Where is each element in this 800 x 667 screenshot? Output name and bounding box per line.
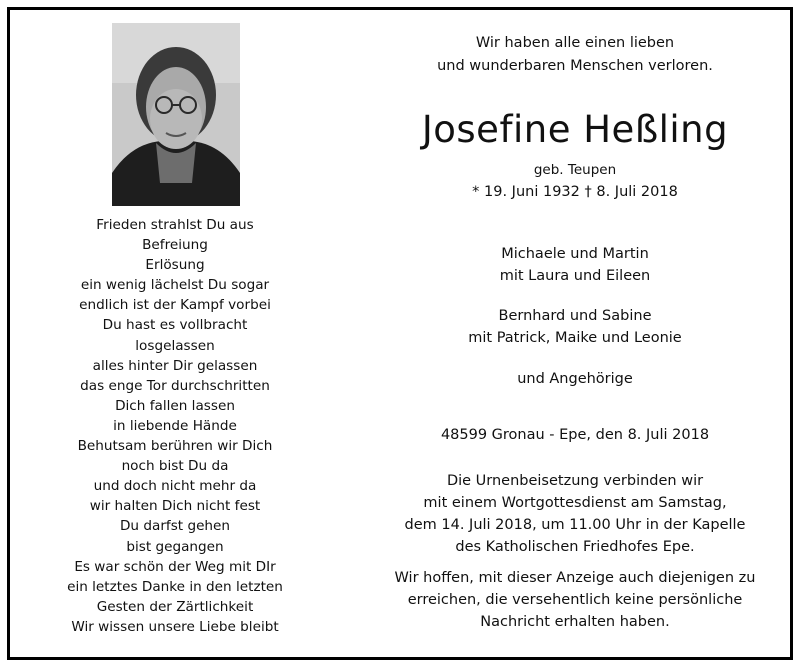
- poem-line: losgelassen: [135, 337, 215, 354]
- poem-line: Du darfst gehen: [119, 518, 231, 535]
- poem-line: noch bist Du da: [121, 458, 229, 475]
- poem-line: das enge Tor durchschritten: [80, 377, 270, 394]
- relatives: und Angehörige: [517, 371, 633, 387]
- intro-line: Wir haben alle einen lieben: [475, 35, 675, 51]
- family-group-2: [370, 305, 780, 349]
- poem-line: und doch nicht mehr da: [93, 478, 257, 495]
- family-line: Bernhard und Sabine: [498, 308, 652, 324]
- closing-note: [370, 567, 780, 633]
- burial-line: Die Urnenbeisetzung verbinden wir: [446, 473, 704, 489]
- poem-line: Es war schön der Weg mit DIr: [74, 558, 276, 575]
- poem-line: endlich ist der Kampf vorbei: [79, 297, 271, 314]
- poem-line: Dich fallen lassen: [115, 397, 235, 414]
- family-line: Michaele und Martin: [501, 246, 649, 262]
- poem-line: ein letztes Danke in den letzten: [67, 578, 283, 595]
- burial-line: des Katholischen Friedhofes Epe.: [455, 539, 695, 555]
- poem-line: ein wenig lächelst Du sogar: [80, 277, 270, 294]
- deceased-name: Josefine Heßling: [421, 108, 729, 151]
- family-group-1: [370, 243, 780, 287]
- poem-line: Behutsam berühren wir Dich: [77, 438, 273, 455]
- poem-line: Frieden strahlst Du aus: [96, 217, 254, 233]
- closing-line: Wir hoffen, mit dieser Anzeige auch diejenigen zu: [394, 570, 756, 586]
- burial-notice: [370, 470, 780, 558]
- intro-line: und wunderbaren Menschen verloren.: [437, 58, 713, 74]
- place-date: 48599 Gronau - Epe, den 8. Juli 2018: [440, 427, 710, 443]
- poem-line: wir halten Dich nicht fest: [89, 498, 261, 515]
- family-line: mit Patrick, Maike und Leonie: [468, 330, 682, 346]
- burial-line: dem 14. Juli 2018, um 11.00 Uhr in der Kapelle: [404, 517, 746, 533]
- closing-line: erreichen, die versehentlich keine persönliche: [407, 592, 743, 608]
- poem-line: bist gegangen: [126, 538, 224, 555]
- obituary-frame: [7, 7, 793, 660]
- poem: [20, 215, 330, 637]
- poem-line: in liebende Hände: [113, 417, 237, 434]
- portrait-photo: [112, 23, 240, 206]
- poem-line: Wir wissen unsere Liebe bleibt: [71, 618, 279, 635]
- burial-line: mit einem Wortgottesdienst am Samstag,: [423, 495, 727, 511]
- poem-line: Erlösung: [145, 257, 205, 274]
- poem-line: Du hast es vollbracht: [102, 317, 248, 334]
- poem-line: alles hinter Dir gelassen: [92, 357, 258, 374]
- family-line: mit Laura und Eileen: [499, 268, 651, 284]
- life-dates: * 19. Juni 1932 † 8. Juli 2018: [472, 184, 678, 200]
- portrait-illustration: [112, 23, 240, 206]
- poem-line: Befreiung: [142, 237, 208, 254]
- poem-line: Gesten der Zärtlichkeit: [96, 598, 254, 615]
- closing-line: Nachricht erhalten haben.: [480, 614, 670, 630]
- intro-text: [370, 32, 780, 78]
- maiden-name: geb. Teupen: [533, 162, 617, 178]
